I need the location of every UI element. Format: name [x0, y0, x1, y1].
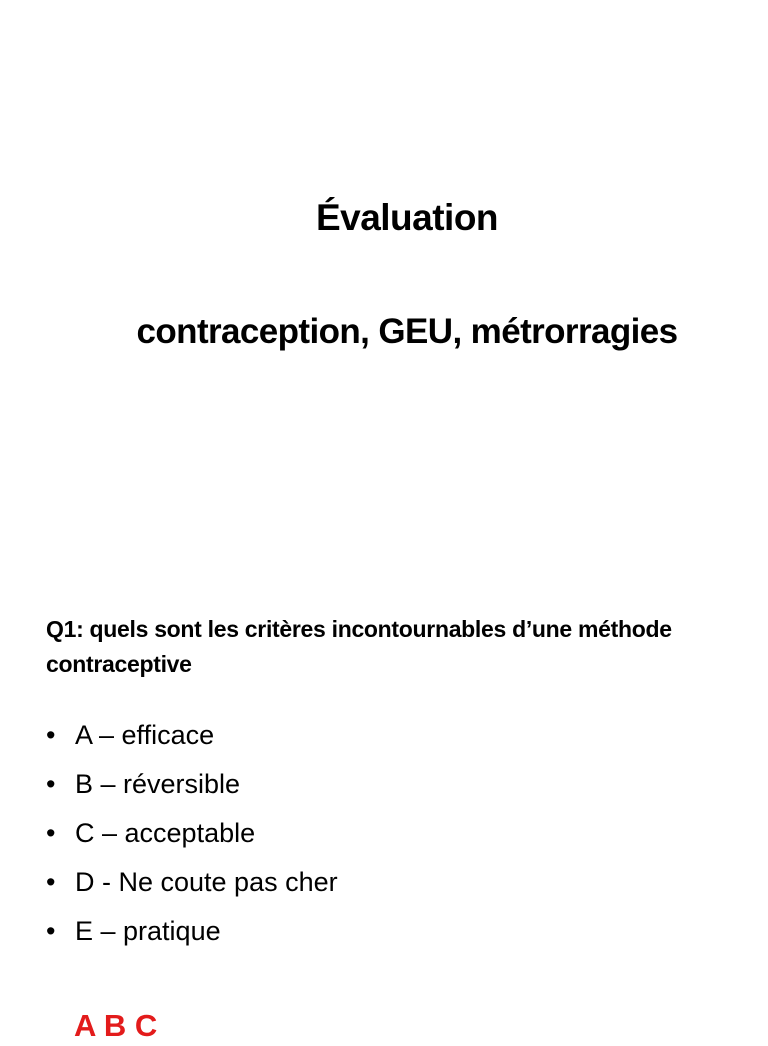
option-d [46, 861, 726, 910]
option-label: E – pratique [75, 916, 221, 946]
bullet-icon: • [46, 916, 56, 946]
bullet-icon: • [46, 867, 56, 897]
correct-answer: A B C [74, 1008, 158, 1043]
slide-title: Évaluation [315, 197, 499, 238]
option-label: B – réversible [75, 769, 241, 799]
option-label: A – efficace [75, 720, 215, 750]
question-text: Q1: quels sont les critères incontournables d’une méthode contraceptive [46, 616, 672, 677]
option-label: D - Ne coute pas cher [75, 867, 338, 897]
bullet-icon: • [46, 818, 56, 848]
option-e [46, 910, 726, 959]
answer-options-list [46, 714, 726, 959]
slide-subtitle: contraception, GEU, métrorragies [136, 312, 678, 351]
bullet-icon: • [46, 769, 56, 799]
option-label: C – acceptable [75, 818, 256, 848]
bullet-icon: • [46, 720, 56, 750]
option-c [46, 812, 726, 861]
option-b [46, 763, 726, 812]
option-a [46, 714, 726, 763]
